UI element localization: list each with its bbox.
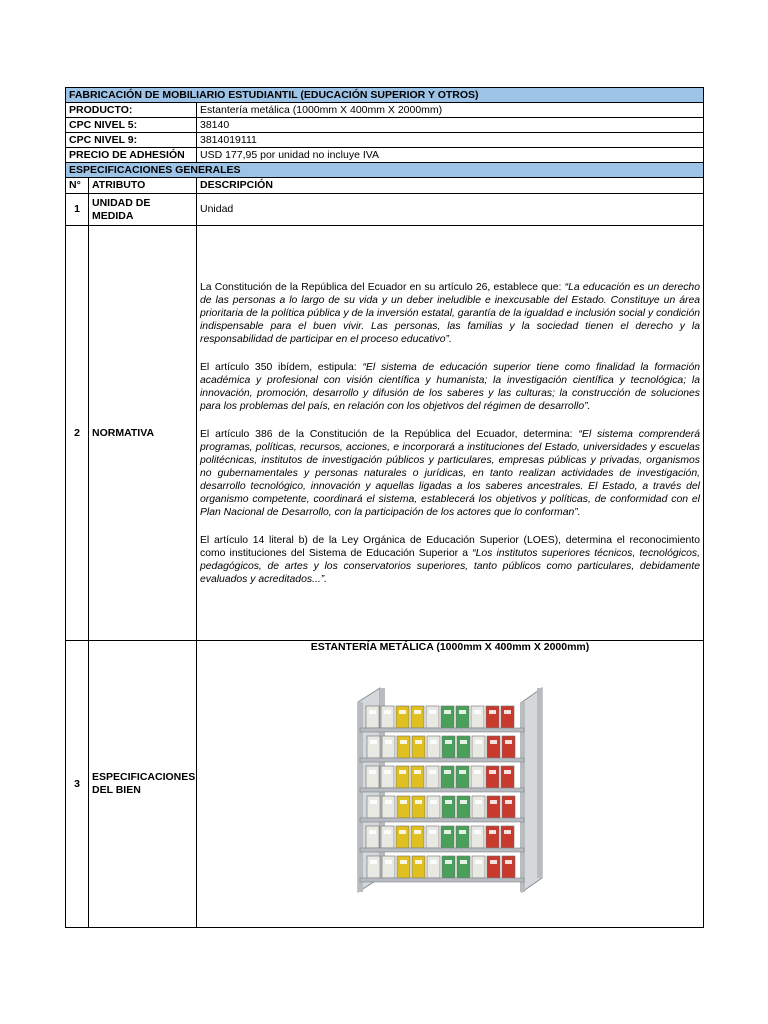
specification-table [65, 87, 704, 928]
normativa-paragraph: El artículo 350 ibídem, estipula: “El sistema de educación superior tiene como finalidad la formación académica y profesional con visión científica y humanista; la investigación científica y tecnológica; la innovación, promoción, desarrollo y difusión de los saberes y las culturas; la construcción de soluciones para los problemas del país, en relación con los objetivos del régimen de desarrollo”. [200, 361, 701, 412]
cpc-level9-label: CPC NIVEL 9: [66, 133, 197, 148]
row-number: 2 [66, 226, 89, 641]
cpc-level5-value: 38140 [197, 118, 704, 133]
product-label: PRODUCTO: [66, 103, 197, 118]
row-number: 1 [66, 194, 89, 226]
row-attribute: ESPECIFICACIONES DEL BIEN [89, 641, 197, 928]
row-number: 3 [66, 641, 89, 928]
row-attribute: UNIDAD DE MEDIDA [89, 194, 197, 226]
price-value: USD 177,95 por unidad no incluye IVA [197, 148, 704, 163]
row-description [197, 641, 704, 928]
product-image-title: ESTANTERÍA METÁLICA (1000mm X 400mm X 2000mm) [310, 641, 590, 653]
row-description: Unidad [197, 194, 704, 226]
cpc-level9-value: 3814019111 [197, 133, 704, 148]
section-title: ESPECIFICACIONES GENERALES [66, 163, 704, 178]
table-row [66, 194, 704, 226]
column-header-description: DESCRIPCIÓN [197, 178, 704, 194]
column-header-attribute: ATRIBUTO [89, 178, 197, 194]
metal-shelving-image [350, 682, 550, 894]
table-row [66, 226, 704, 641]
column-header-number: N° [66, 178, 89, 194]
row-description [197, 226, 704, 641]
normativa-paragraph: La Constitución de la República del Ecuador en su artículo 26, establece que: “La educación es un derecho de las personas a lo largo de su vida y un deber ineludible e inexcusable del Estado. Constituye un área prioritaria de la política pública y de la inversión estatal, garantía de la igualdad e inclusión social y condición indispensable para el buen vivir. Las personas, las familias y la sociedad tienen el derecho y la responsabilidad de participar en el proceso educativo”. [200, 281, 700, 345]
cpc-level5-label: CPC NIVEL 5: [66, 118, 197, 133]
price-label: PRECIO DE ADHESIÓN [66, 148, 197, 163]
row-attribute: NORMATIVA [89, 226, 197, 641]
document-title: FABRICACIÓN DE MOBILIARIO ESTUDIANTIL (EDUCACIÓN SUPERIOR Y OTROS) [66, 88, 704, 103]
table-row [66, 641, 704, 928]
normativa-paragraph: El artículo 386 de la Constitución de la República del Ecuador, determina: “El sistema comprenderá programas, políticas, recursos, acciones, e incorporará a instituciones del Estado, universidades y escuelas politécnicas, institutos de investigación públicos y particulares, empresas públicas y privadas, organismos no gubernamentales y personas naturales o jurídicas, en tanto realizan actividades de investigación, desarrollo tecnológico, innovación y aquellas ligadas a los saberes ancestrales. El Estado, a través del organismo competente, coordinará el sistema, establecerá los objetivos y políticas, de conformidad con el Plan Nacional de Desarrollo, con la participación de los actores que lo conforman”. [200, 428, 700, 518]
normativa-paragraph: El artículo 14 literal b) de la Ley Orgánica de Educación Superior (LOES), determina el reconocimiento como instituciones del Sistema de Educación Superior a “Los institutos superiores técnicos, tecnológicos, pedagógicos, de artes y los conservatorios superiores, tanto públicos como particulares, debidamente evaluados y acreditados...”. [200, 534, 701, 585]
product-value: Estantería metálica (1000mm X 400mm X 2000mm) [197, 103, 704, 118]
